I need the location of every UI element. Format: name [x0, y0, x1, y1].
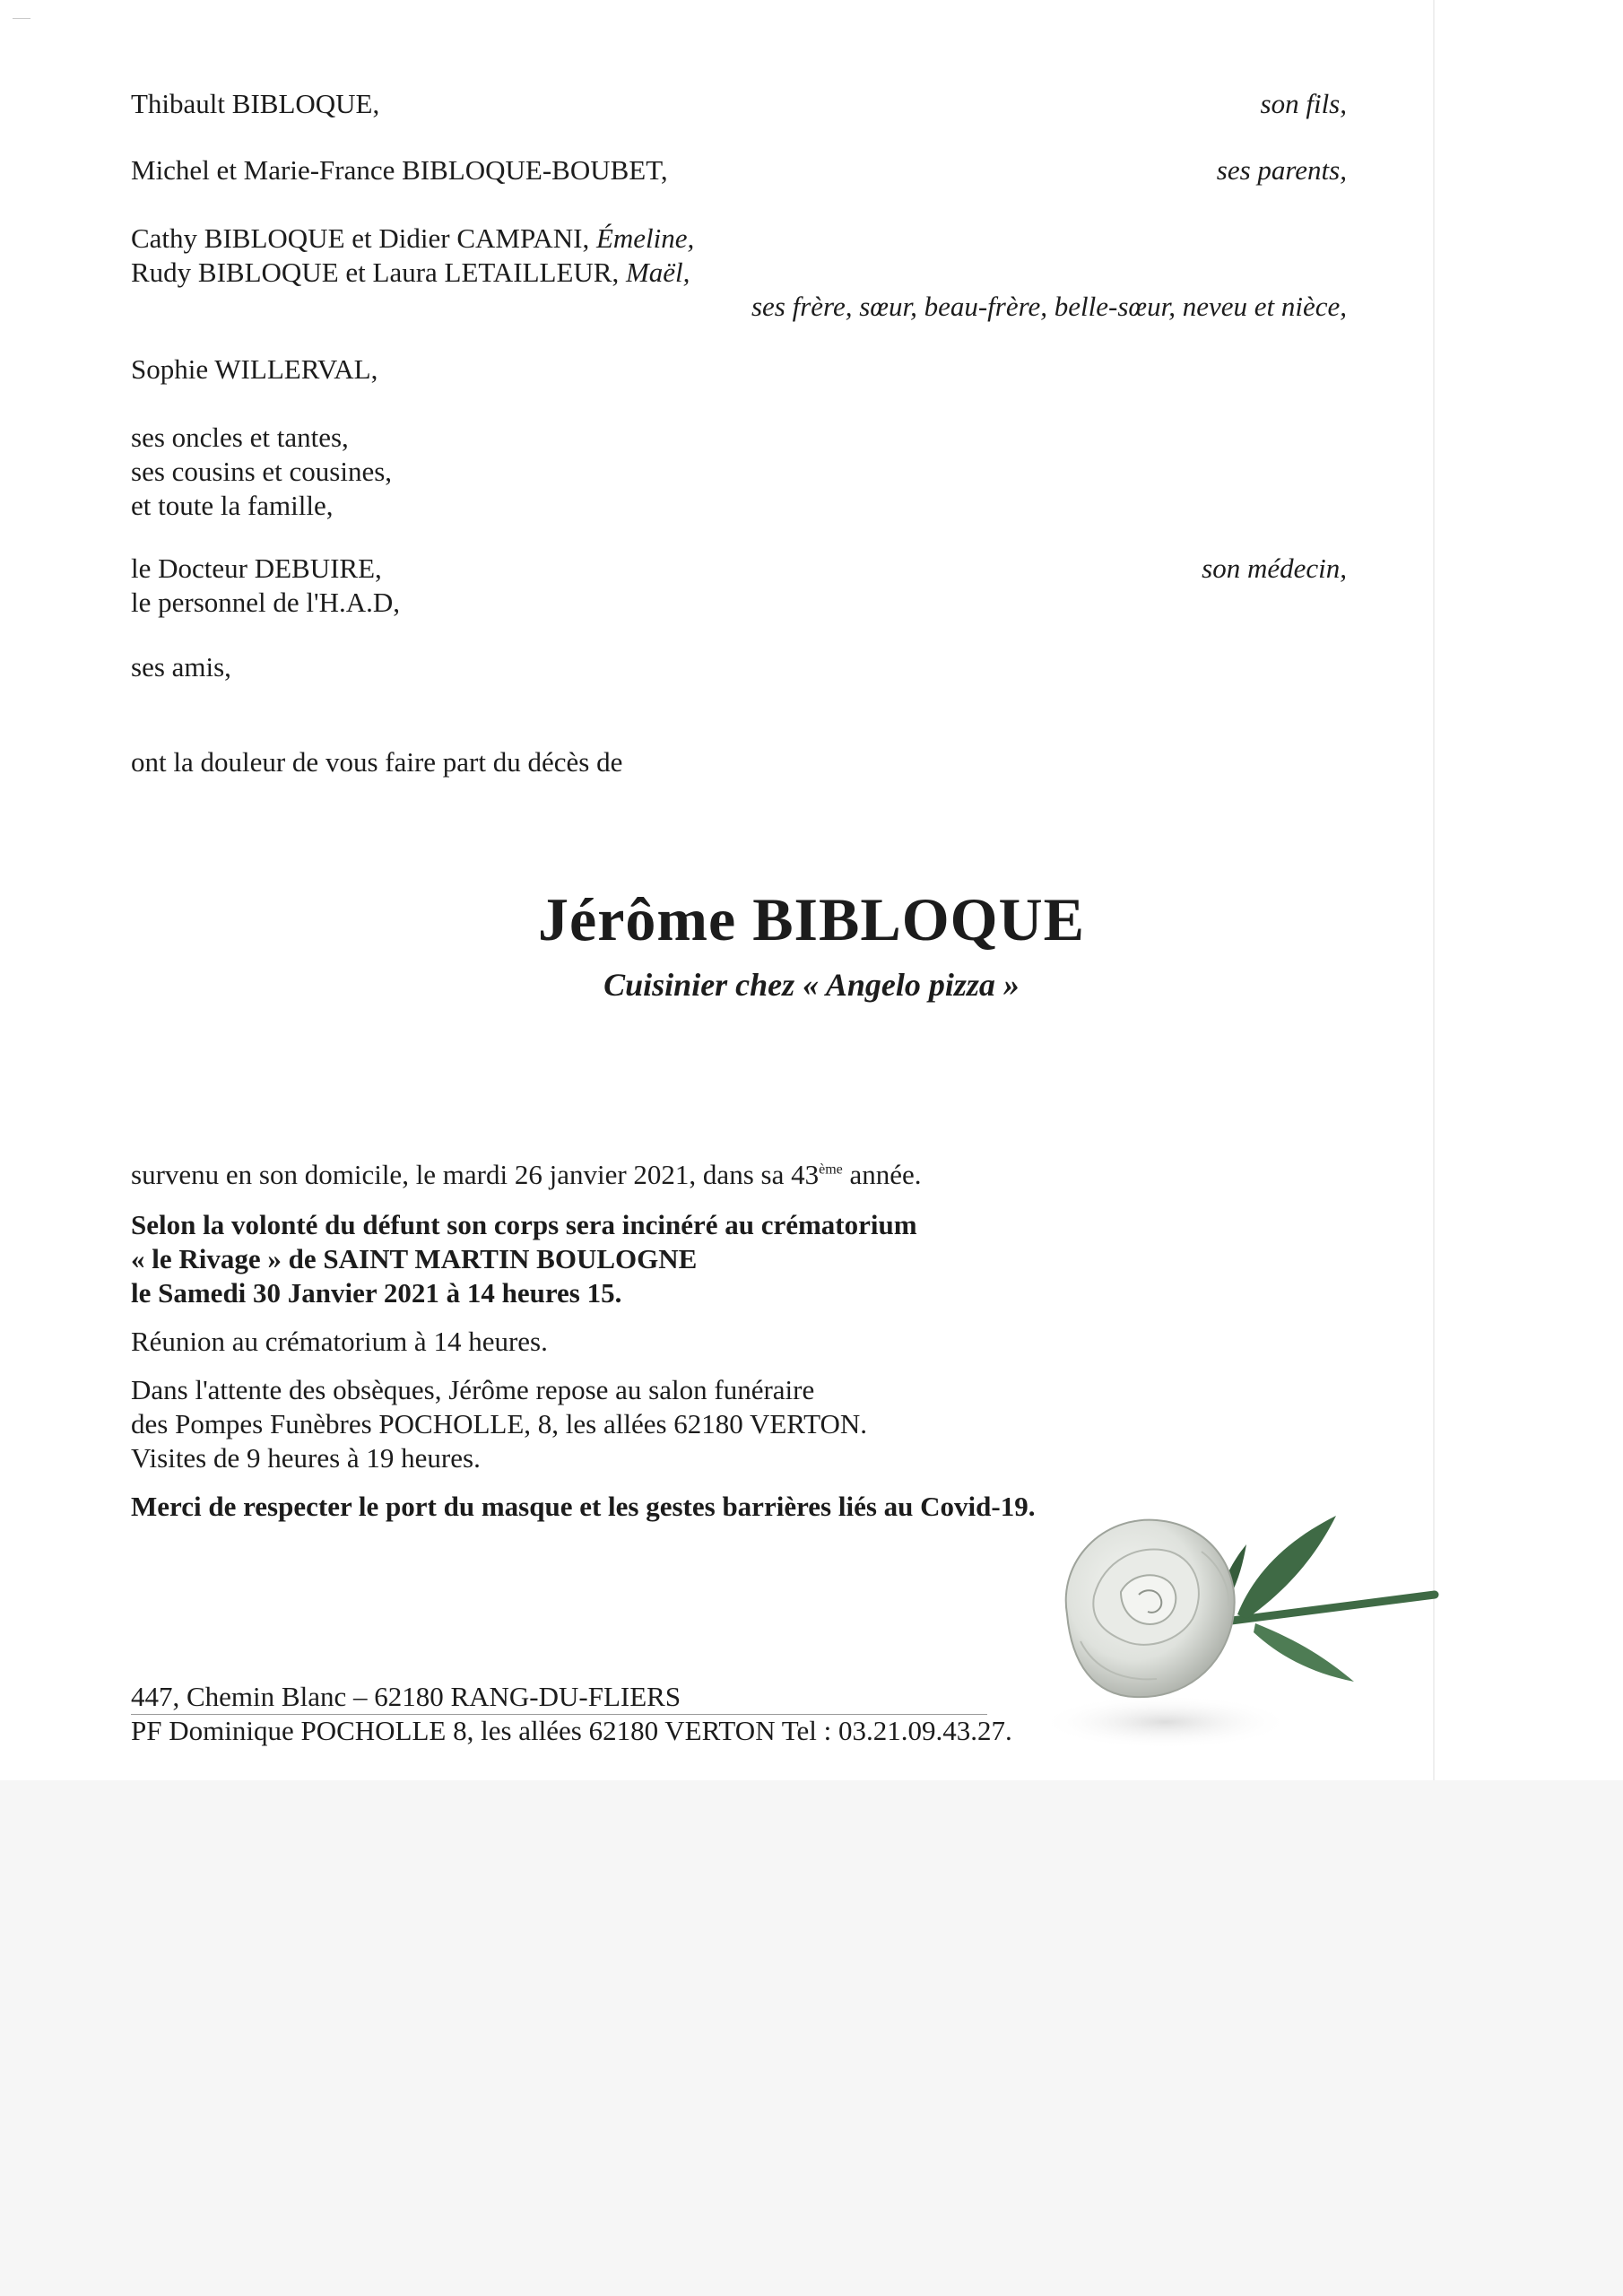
viewing-line-2: des Pompes Funèbres POCHOLLE, 8, les allées 62180 VERTON.: [131, 1408, 868, 1439]
parents-relation: ses parents,: [1216, 154, 1347, 186]
doctor-relation: son médecin,: [1202, 552, 1347, 584]
sibling2-name: Rudy BIBLOQUE et Laura LETAILLEUR,: [131, 257, 620, 288]
doctor-name: le Docteur DEBUIRE,: [131, 552, 382, 584]
sibling2-line: [131, 255, 690, 291]
sibling2-child: Maël,: [625, 257, 690, 288]
viewing-line-3: Visites de 9 heures à 19 heures.: [131, 1442, 481, 1474]
ceremony-line-2: « le Rivage » de SAINT MARTIN BOULOGNE: [131, 1243, 698, 1274]
death-text-end: année.: [842, 1159, 922, 1190]
death-ordinal-suffix: ème: [819, 1161, 843, 1178]
sibling1-line: [131, 221, 694, 257]
had-staff: le personnel de l'H.A.D,: [131, 587, 401, 618]
footer-address: 447, Chemin Blanc – 62180 RANG-DU-FLIERS: [131, 1681, 681, 1712]
partner-name: Sophie WILLERVAL,: [131, 353, 378, 385]
sibling1-name: Cathy BIBLOQUE et Didier CAMPANI,: [131, 222, 590, 254]
announcement: ont la douleur de vous faire part du décès de: [131, 746, 623, 778]
deceased-name: Jérôme BIBLOQUE: [538, 885, 1085, 953]
scanner-background: [0, 1780, 1623, 2296]
death-text: survenu en son domicile, le mardi 26 janvier 2021, dans sa 43: [131, 1159, 820, 1190]
meeting-info: Réunion au crématorium à 14 heures.: [131, 1326, 548, 1357]
son-relation: son fils,: [1260, 88, 1347, 119]
ceremony-line-1: Selon la volonté du défunt son corps sera incinéré au crématorium: [131, 1209, 917, 1240]
funeral-home-contact: PF Dominique POCHOLLE 8, les allées 62180 VERTON Tel : 03.21.09.43.27.: [131, 1715, 1012, 1746]
relatives-line-2: ses cousins et cousines,: [131, 456, 393, 487]
viewing-line-1: Dans l'attente des obsèques, Jérôme repose au salon funéraire: [131, 1374, 815, 1405]
friends: ses amis,: [131, 651, 231, 683]
covid-notice: Merci de respecter le port du masque et les gestes barrières liés au Covid-19.: [131, 1491, 1036, 1522]
white-rose-icon: [1031, 1489, 1444, 1758]
death-details: [131, 1157, 922, 1193]
parents-name: Michel et Marie-France BIBLOQUE-BOUBET,: [131, 154, 668, 186]
deceased-profession: Cuisinier chez « Angelo pizza »: [603, 967, 1020, 1003]
sibling1-child: Émeline,: [595, 222, 695, 254]
scan-corner-mark: [13, 18, 30, 19]
son-name: Thibault BIBLOQUE,: [131, 88, 380, 119]
ceremony-line-3: le Samedi 30 Janvier 2021 à 14 heures 15.: [131, 1277, 622, 1309]
siblings-relation: ses frère, sœur, beau-frère, belle-sœur, neveu et nièce,: [751, 291, 1347, 322]
relatives-line-3: et toute la famille,: [131, 490, 334, 521]
relatives-line-1: ses oncles et tantes,: [131, 422, 349, 453]
